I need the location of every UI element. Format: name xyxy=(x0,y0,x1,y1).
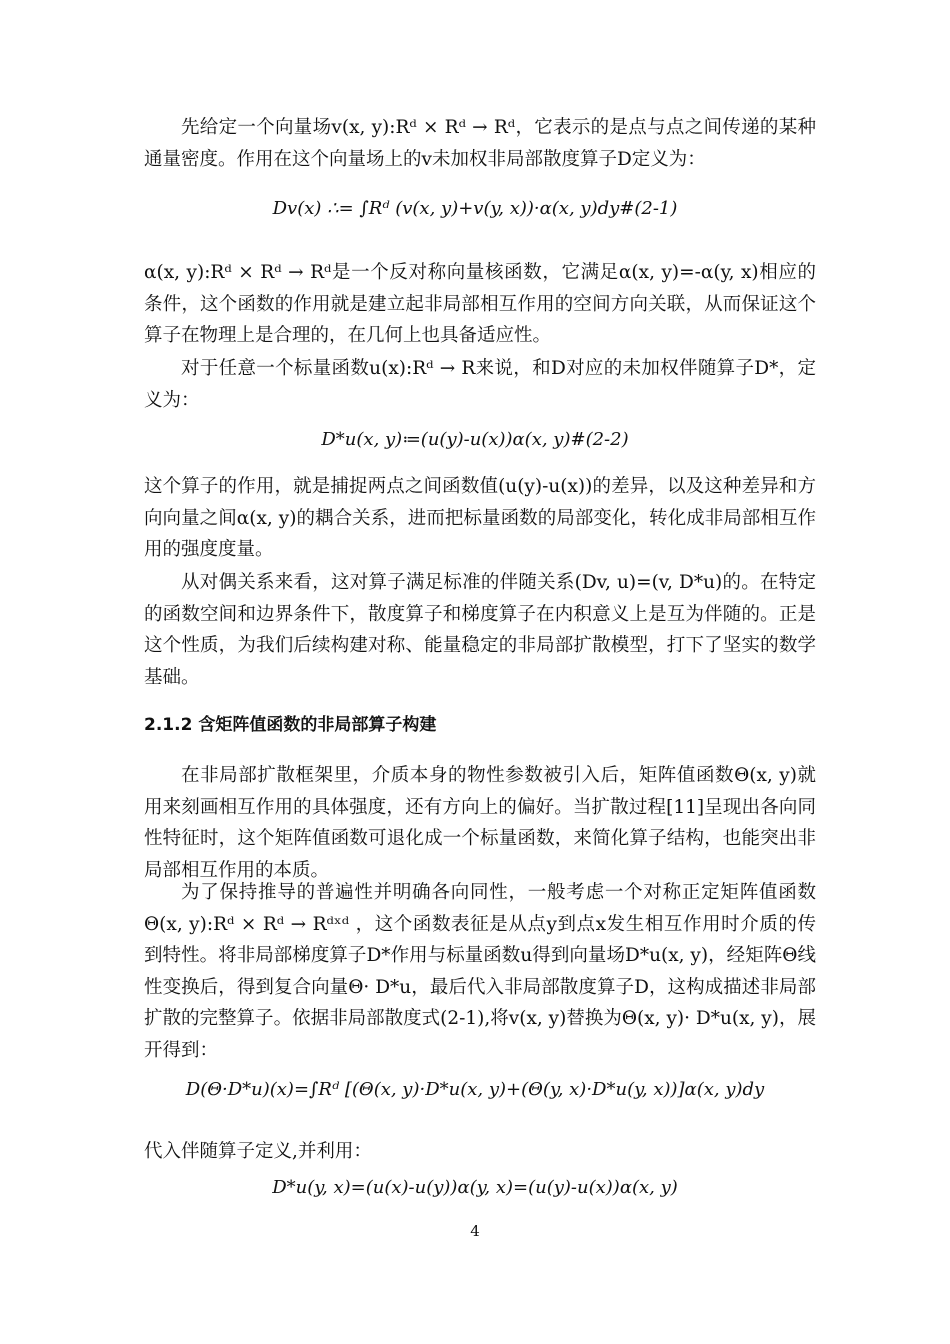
paragraph-vector-field: 先给定一个向量场v(x, y):Rᵈ × Rᵈ → Rᵈ，它表示的是点与点之间传递的某种通量密度。作用在这个向量场上的v未加权非局部散度算子D定义为： xyxy=(144,117,816,170)
equation-2-2: D*u(x, y)≔(u(y)-u(x))α(x, y)#(2-2) xyxy=(321,429,629,450)
paragraph-operator-role: 这个算子的作用，就是捕捉两点之间函数值(u(y)-u(x))的差异，以及这种差异和方向向量之间α(x, y)的耦合关系，进而把标量函数的局部变化，转化成非局部相互作用的强度度量。 xyxy=(144,476,816,560)
paragraph-adjoint-definition: 对于任意一个标量函数u(x):Rᵈ → R来说，和D对应的未加权伴随算子D*，定义为： xyxy=(144,358,816,411)
paragraph-duality: 从对偶关系来看，这对算子满足标准的伴随关系(Dv, u)=(v, D*u)的。在特定的函数空间和边界条件下，散度算子和梯度算子在内积意义上是互为伴随的。正是这个性质，为我们后续构建对称、能量稳定的非局部扩散模型，打下了坚实的数学基础。 xyxy=(144,572,816,688)
paragraph-kernel-function: α(x, y):Rᵈ × Rᵈ → Rᵈ是一个反对称向量核函数，它满足α(x, y)=-α(y, x)相应的条件，这个函数的作用就是建立起非局部相互作用的空间方向关联，从而保证这个算子在物理上是合理的，在几何上也具备适应性。 xyxy=(144,262,816,346)
equation-composite-operator: D(Θ·D*u)(x)=∫Rᵈ [(Θ(x, y)·D*u(x, y)+(Θ(y, x)·D*u(y, x))]α(x, y)dy xyxy=(185,1079,765,1100)
section-heading: 2.1.2 含矩阵值函数的非局部算子构建 xyxy=(144,715,437,735)
paragraph-matrix-function: 在非局部扩散框架里，介质本身的物性参数被引入后，矩阵值函数Θ(x, y)就用来刻画相互作用的具体强度，还有方向上的偏好。当扩散过程[11]呈现出各向同性特征时，这个矩阵值函数可退化成一个标量函数，来简化算子结构，也能突出非局部相互作用的本质。 xyxy=(144,765,816,881)
page-number: 4 xyxy=(470,1222,480,1240)
equation-adjoint-symmetry: D*u(y, x)=(u(x)-u(y))α(y, x)=(u(y)-u(x))α(x, y) xyxy=(272,1177,678,1198)
equation-2-1: Dv(x) ∴= ∫Rᵈ (v(x, y)+v(y, x))·α(x, y)dy#(2-1) xyxy=(272,198,678,219)
paragraph-general-derivation: 为了保持推导的普遍性并明确各向同性，一般考虑一个对称正定矩阵值函数 Θ(x, y):Rᵈ × Rᵈ → Rᵈˣᵈ ，这个函数表征是从点y到点x发生相互作用时介质的传到特性。将非局部梯度算子D*作用与标量函数u得到向量场D*u(x, y)，经矩阵Θ线性变换后，得到复合向量Θ· D*u，最后代入非局部散度算子D，这构成描述非局部扩散的完整算子。依据非局部散度式(2-1),将v(x, y)替换为Θ(x, y)· D*u(x, y)，展开得到： xyxy=(144,882,816,1061)
paragraph-substitute: 代入伴随算子定义,并利用： xyxy=(144,1141,372,1162)
